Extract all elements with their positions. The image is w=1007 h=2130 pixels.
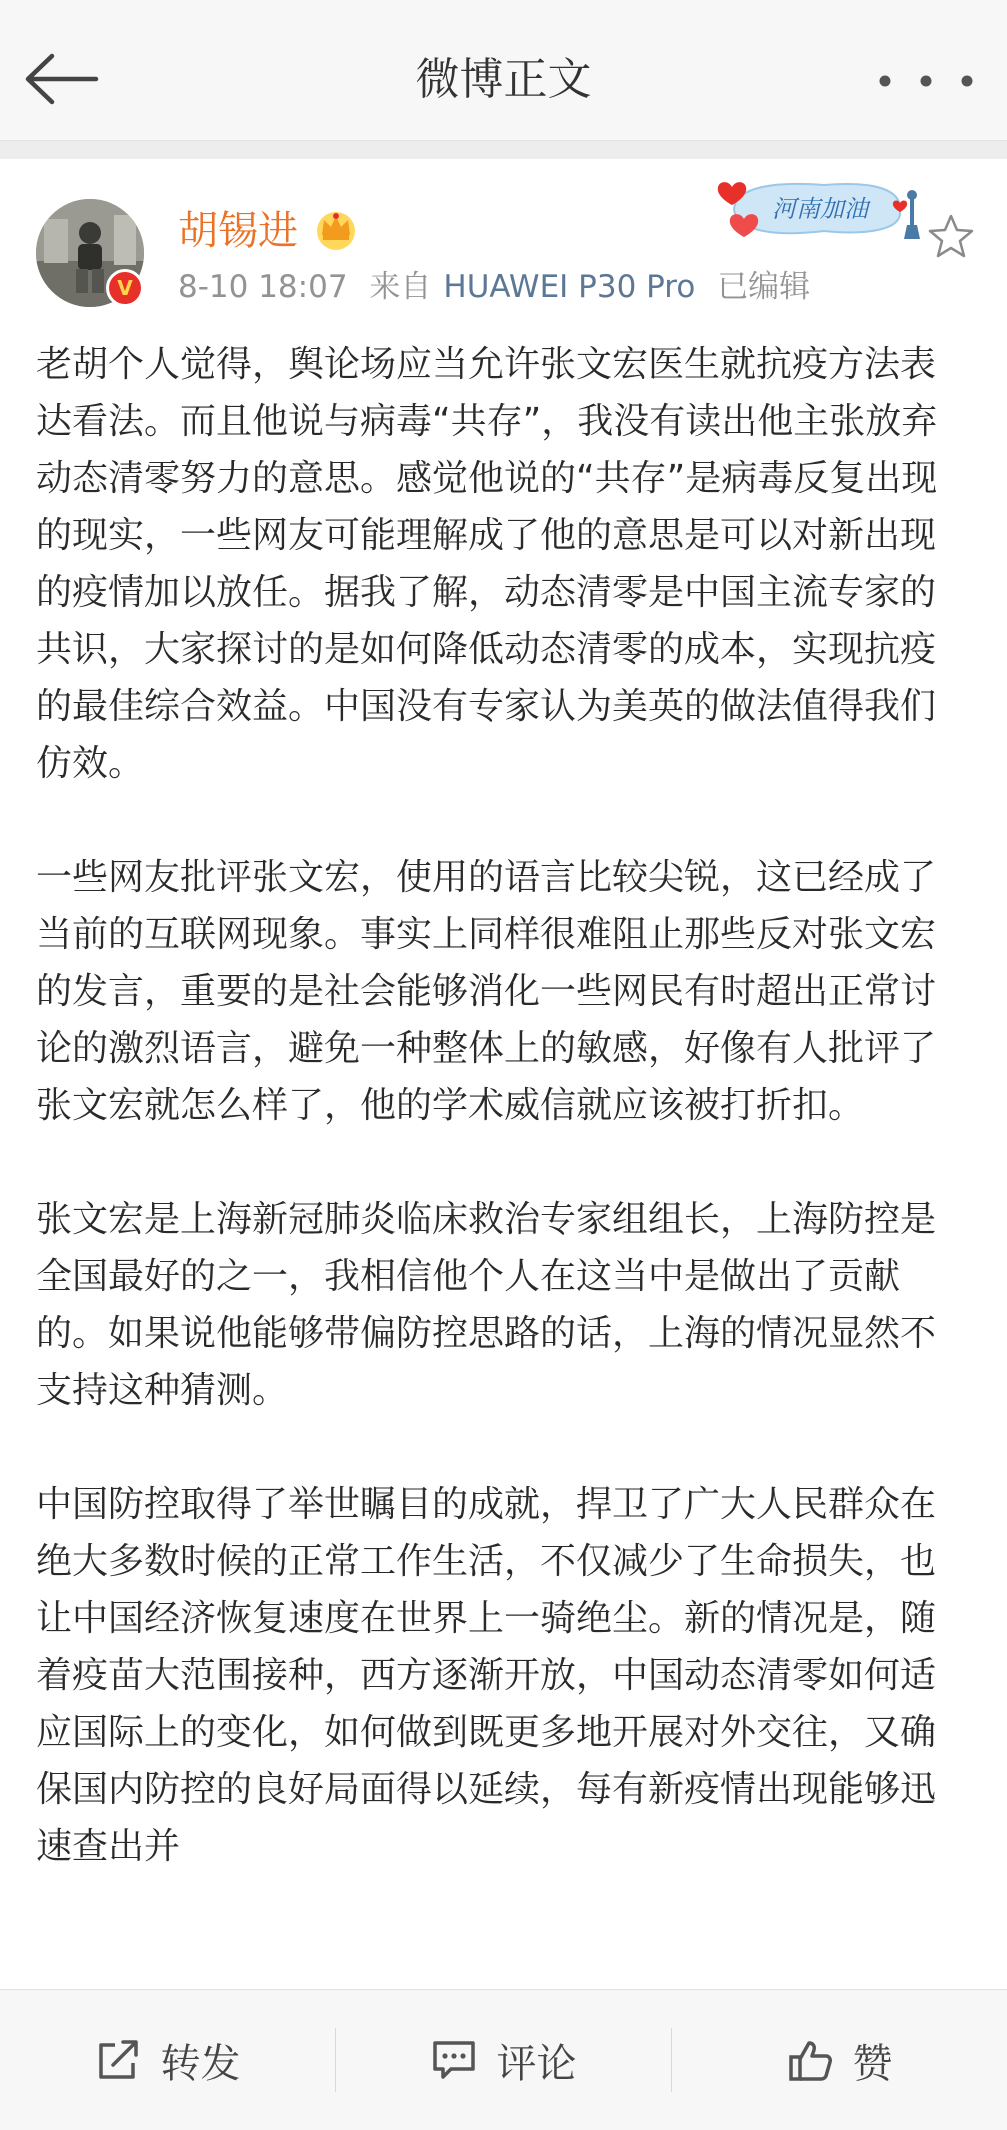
post-paragraph: 一些网友批评张文宏，使用的语言比较尖锐，这已经成了当前的互联网现象。事实上同样很难阻止那些反对张文宏的发言，重要的是社会能够消化一些网民有时超出正常讨论的激烈语言，避免一种整体上的敏感，好像有人批评了张文宏就怎么样了，他的学术威信就应该被打折扣。: [36, 857, 937, 1126]
bottom-action-bar: [0, 1989, 1007, 2130]
device-link[interactable]: HUAWEI P30 Pro: [443, 269, 696, 305]
post-paragraph: 老胡个人觉得，舆论场应当允许张文宏医生就抗疫方法表达看法。而且他说与病毒“共存”，我没有读出他主张放弃动态清零努力的意思。感觉他说的“共存”是病毒反复出现的现实，一些网友可能理解成了他的意思是可以对新出现的疫情加以放任。据我了解，动态清零是中国主流专家的共识，大家探讨的是如何降低动态清零的成本，实现抗疫的最佳综合效益。中国没有专家认为美英的做法值得我们仿效。: [36, 344, 938, 784]
badge-text: 河南加油: [772, 195, 868, 223]
comment-button[interactable]: [336, 1990, 671, 2130]
page-title: 微博正文: [415, 54, 592, 105]
post-paragraph: 张文宏是上海新冠肺炎临床救治专家组组长，上海防控是全国最好的之一，我相信他个人在这当中是做出了贡献的。如果说他能够带偏防控思路的话，上海的情况显然不支持这种猜测。: [36, 1199, 937, 1411]
post-card: [0, 159, 1007, 1989]
henan-badge-icon[interactable]: [714, 169, 934, 249]
favorite-button[interactable]: [926, 211, 976, 261]
thumbs-up-icon: [787, 2037, 833, 2083]
like-label: 赞: [852, 2040, 893, 2087]
author-name[interactable]: 胡锡进: [178, 208, 298, 254]
section-gap: [0, 141, 1007, 159]
more-dots-icon: [871, 56, 981, 106]
verified-badge: V: [106, 269, 144, 307]
comment-icon: [431, 2037, 477, 2083]
star-icon: [926, 211, 976, 261]
crown-icon: [313, 205, 359, 251]
post-paragraph: 中国防控取得了举世瞩目的成就，捍卫了广大人民群众在绝大多数时候的正常工作生活，不仅减少了生命损失，也让中国经济恢复速度在世界上一骑绝尘。新的情况是，随着疫苗大范围接种，西方逐渐开放，中国动态清零如何适应国际上的变化，如何做到既更多地开展对外交往，又确保国内防控的良好局面得以延续，每有新疫情出现能够迅速查出并: [36, 1484, 937, 1867]
post-content: [36, 336, 971, 1932]
more-button[interactable]: [871, 56, 981, 106]
repost-icon: [95, 2037, 141, 2083]
edited-label: 已编辑: [717, 269, 811, 305]
top-nav-bar: [0, 0, 1007, 141]
post-meta: [178, 265, 822, 309]
source-prefix: 来自: [369, 269, 432, 305]
repost-button[interactable]: [0, 1990, 335, 2130]
timestamp: 8-10 18:07: [178, 269, 348, 305]
like-button[interactable]: [672, 1990, 1007, 2130]
comment-label: 评论: [496, 2040, 577, 2087]
repost-label: 转发: [160, 2040, 241, 2087]
